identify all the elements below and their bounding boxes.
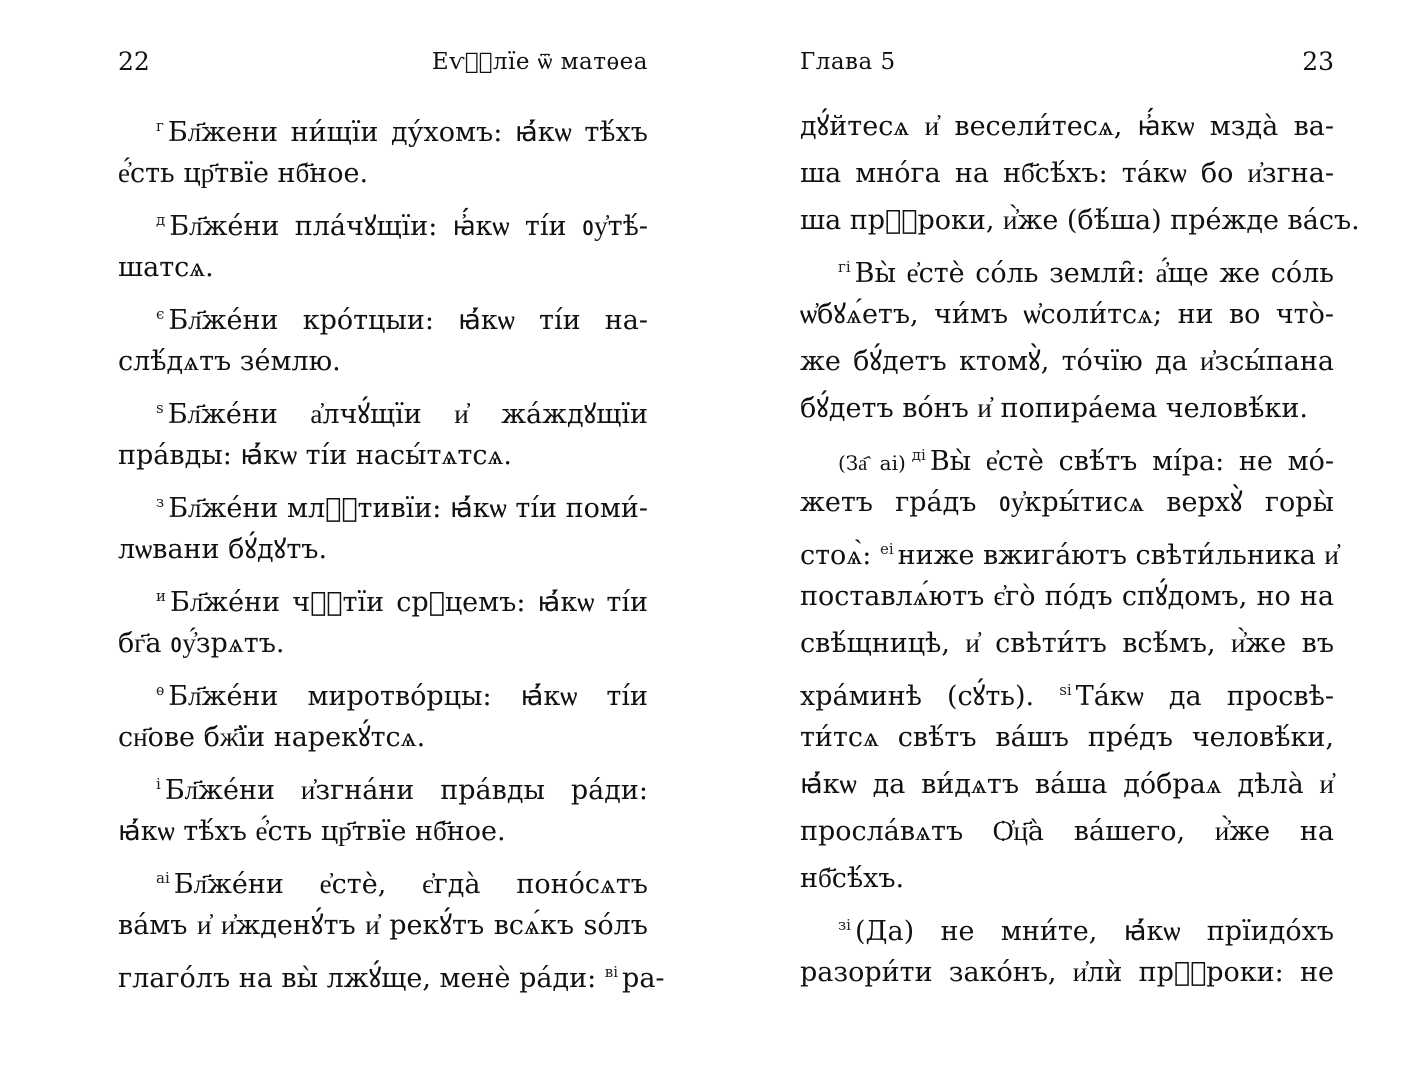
right-page (800, 0, 1360, 1080)
text-line (800, 573, 1334, 620)
verse-number: ѕ (156, 399, 164, 417)
line-text: (Да) не мни́те, ꙗ҆́кѡ прїидо́хъ (854, 916, 1334, 947)
line-text: хра́минѣ (сꙋ́ть). (800, 681, 1035, 712)
text-line (800, 949, 1334, 996)
line-text: просла́вѧтъ Ѻ҆ц҃а̀ ва́шего, и҆̀же на (800, 816, 1334, 847)
text-line (118, 667, 648, 714)
line-text: лѡвани бꙋ́дꙋтъ. (118, 534, 328, 565)
verse-number: з (156, 493, 165, 511)
line-text: ва́мъ и҆ и҆жденꙋ́тъ и҆ рекꙋ́тъ всѧ́къ ѕо́лъ (118, 910, 648, 941)
reading-reference: (За҄ аі) (838, 451, 906, 475)
text-line (800, 150, 1334, 197)
text-line (800, 714, 1334, 761)
verse-number: ѳ (156, 681, 165, 699)
line-text: стоѧ̀: (800, 540, 872, 571)
right-page-text (800, 103, 1360, 996)
line-text: поставлѧ́ютъ є҆го̀ по́дъ спꙋ́домъ, но на (800, 581, 1334, 612)
line-text: Бл҃же́ни миротво́рцы: ꙗ҆́кѡ ті́и (168, 681, 648, 712)
running-head: Еѵⷢ҇лїе ѿ матѳеа (431, 49, 648, 75)
running-head: Глава 5 (800, 49, 896, 75)
text-line (118, 949, 665, 996)
text-line (118, 338, 648, 385)
line-text: бꙋ́детъ во́нъ и҆ попира́ема человѣ́ки. (800, 393, 1308, 424)
text-line (800, 103, 1334, 150)
verse-number: ѕі (1059, 681, 1072, 699)
verse-number: гі (838, 258, 851, 276)
line-text: же бꙋ́детъ ктомꙋ̀, то́чїю да и҆зсы́пана (800, 346, 1334, 377)
text-line (118, 479, 648, 526)
text-line (800, 855, 1334, 902)
line-text: Бл҃же́ни кро́тцыи: ꙗ҆́кѡ ті́и на- (168, 305, 648, 336)
text-line (118, 150, 648, 197)
text-line (118, 714, 648, 761)
text-line (118, 526, 648, 573)
page-number: 23 (1302, 47, 1334, 76)
line-text: е҆́сть цр҃твїе нб҃ное. (118, 158, 369, 189)
line-text: бг҃а ᲂу҆́зрѧтъ. (118, 628, 285, 659)
line-text: слѣ́дѧтъ зе́млю. (118, 346, 341, 377)
line-text: нб҃сѣ́хъ. (800, 863, 905, 894)
line-text: Бл҃жени ни́щїи ду́хомъ: ꙗ҆́кѡ тѣ́хъ (167, 117, 648, 148)
line-text: ра- (622, 963, 665, 994)
verse-number: аі (156, 869, 170, 887)
text-line (118, 385, 648, 432)
verse-number: зі (838, 916, 851, 934)
line-text: Бл҃же́ни а҆лчꙋ́щїи и҆ жа́ждꙋщїи (167, 399, 648, 430)
text-line (800, 761, 1334, 808)
verse-number: еі (879, 540, 894, 558)
text-line (118, 197, 648, 244)
text-line (800, 620, 1334, 667)
text-line (800, 338, 1334, 385)
left-page-text (118, 103, 665, 996)
line-text: ꙗ҆́кѡ да ви́дѧтъ ва́ша до́браѧ дѣла̀ и҆ (800, 769, 1334, 800)
text-line (118, 103, 648, 150)
text-line (118, 244, 648, 291)
text-line (118, 620, 648, 667)
text-line (118, 855, 648, 902)
verse-number: и (156, 587, 166, 605)
text-line (118, 808, 648, 855)
line-text: пра́вды: ꙗ҆́кѡ ті́и насы́тѧтсѧ. (118, 440, 512, 471)
verse-number: г (156, 117, 164, 135)
line-text: разори́ти зако́нъ, и҆лѝ прⷪ҇роки: не (800, 957, 1334, 988)
right-page-header (800, 42, 1334, 82)
verse-number: д (156, 211, 166, 229)
line-text: ти́тсѧ свѣ́тъ ва́шъ пре́дъ человѣ́ки, (800, 722, 1334, 753)
text-line (800, 526, 1339, 573)
line-text: дꙋ́йтесѧ и҆ весели́тесѧ, ꙗ҆́кѡ мзда̀ ва- (800, 111, 1334, 142)
left-page (118, 0, 665, 1080)
text-line (800, 385, 1334, 432)
verse-number: є (156, 305, 165, 323)
text-line (118, 902, 648, 949)
verse-number: ді (911, 446, 926, 464)
text-line (800, 197, 1360, 244)
line-text: Бл҃же́ни пла́чꙋщїи: ꙗ҆́кѡ ті́и ᲂу҆тѣ́- (169, 211, 648, 242)
line-text: ѡ҆бꙋѧ́етъ, чи́мъ ѡ҆соли́тсѧ; ни во что̀- (800, 299, 1334, 330)
line-text: ша мно́га на нб҃сѣ́хъ: та́кѡ бо и҆згна- (800, 158, 1334, 189)
verse-number: ві (604, 963, 619, 981)
page-number: 22 (118, 47, 150, 76)
line-text: ша прⷪ҇роки, и҆̀же (бѣ́ша) пре́жде ва́съ. (800, 205, 1360, 236)
text-line (800, 667, 1334, 714)
line-text: сн҃ове бж҃їи нарекꙋ́тсѧ. (118, 722, 426, 753)
text-line (800, 479, 1334, 526)
text-line (800, 808, 1334, 855)
text-line (800, 291, 1334, 338)
text-line (800, 432, 1334, 479)
text-line (118, 761, 648, 808)
left-page-header (118, 42, 648, 82)
line-text: Бл҃же́ни е҆стѐ, є҆гда̀ поно́сѧтъ (173, 869, 648, 900)
line-text: жетъ гра́дъ ᲂу҆кры́тисѧ верхꙋ̀ горы̀ (800, 487, 1334, 518)
line-text: Вы̀ е҆стѐ со́ль земли̑: а҆́ще же со́ль (854, 258, 1334, 289)
line-text: ꙗ҆́кѡ тѣ́хъ е҆́сть цр҃твїе нб҃ное. (118, 816, 506, 847)
line-text: ниже вжига́ютъ свѣти́льника и҆ (897, 540, 1339, 571)
line-text: Бл҃же́ни чⷭ҇тїи срⷣцемъ: ꙗ҆́кѡ ті́и (170, 587, 648, 618)
text-line (800, 902, 1334, 949)
line-text: Та́кѡ да просвѣ- (1075, 681, 1334, 712)
text-line (118, 573, 648, 620)
line-text: свѣ́щницѣ, и҆ свѣти́тъ всѣ́мъ, и҆̀же въ (800, 628, 1334, 659)
line-text: Вы̀ е҆стѐ свѣ́тъ мі́ра: не мо́- (929, 446, 1335, 477)
line-text: Бл҃же́ни млⷭ҇тивїи: ꙗ҆́кѡ ті́и поми́- (168, 493, 648, 524)
line-text: шатсѧ. (118, 252, 214, 283)
text-line (118, 432, 648, 479)
line-text: глаго́лъ на вы̀ лжꙋ́ще, менѐ ра́ди: (118, 963, 597, 994)
line-text: Бл҃же́ни и҆згна́ни пра́вды ра́ди: (164, 775, 648, 806)
text-line (800, 244, 1334, 291)
text-line (118, 291, 648, 338)
verse-number: і (156, 775, 161, 793)
